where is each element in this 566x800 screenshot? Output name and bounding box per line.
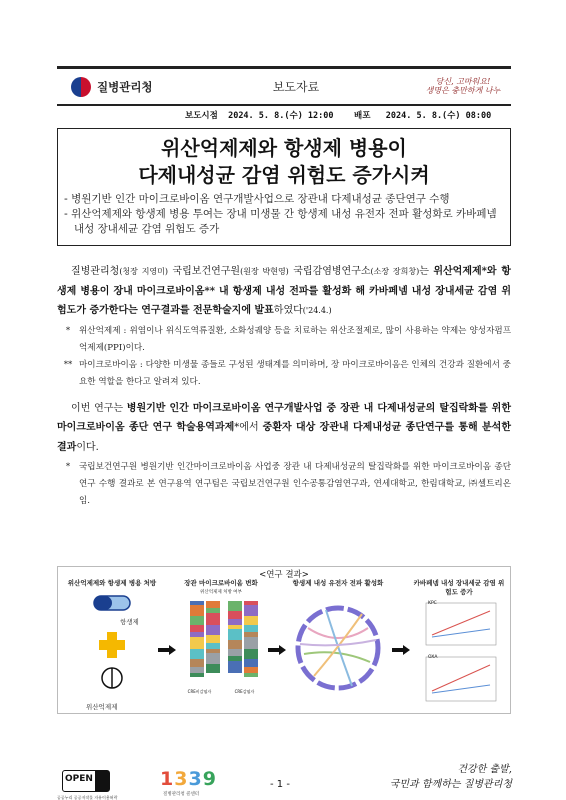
panel2-xlabels <box>176 689 266 695</box>
paragraph-1 <box>57 262 511 510</box>
microbiome-bar-segment <box>206 601 220 608</box>
microbiome-bar-segment <box>190 605 204 616</box>
sign-line2: 국민과 함께하는 질병관리청 <box>389 779 512 790</box>
microbiome-bar-segment <box>206 643 220 649</box>
oxa-label: OXA <box>428 655 438 660</box>
panel4-title: 카바페넴 내성 장내세균 감염 위험도 증가 <box>413 579 505 596</box>
sign-line1: 건강한 출발, <box>457 764 512 775</box>
kogl-type-icon <box>95 771 109 791</box>
agency-name: 질병관리청 <box>97 79 153 94</box>
p1-key-finding: 위산억제제*와 항생제 병용이 장내 마이크로바이옴** 내 항생제 내성 전파를 활성화 해 카바페넴 내성 장내세균 감염 위험도가 증가한다는 연구결과를 전문학술지에 발표 <box>57 266 511 316</box>
kogl-open-badge <box>62 770 110 792</box>
title-line2: 다제내성균 감염 위험도 증가시켜 <box>138 163 430 187</box>
oxa-trend-line <box>432 685 490 693</box>
capsule-half-icon <box>94 596 112 610</box>
page-number: - 1 - <box>270 779 290 790</box>
microbiome-bar-segment <box>190 616 204 625</box>
doc-type-label: 보도자료 <box>272 80 320 94</box>
microbiome-bar-segment <box>206 625 220 635</box>
microbiome-bar-segment <box>228 619 242 625</box>
footnote-3-text: 국립보건연구원 병원기반 인간마이크로바이옴 사업중 장관 내 다제내성균의 탈집락화를 위한 마이크로바이옴 종단 연구 수행 결과로 본 연구용역 연구팀은 국립보건연구원 인수공통감염연구과, 연세대학교, 한림대학교, ㈜셀트리온임. <box>79 462 511 506</box>
figure-panel-risk <box>412 579 506 713</box>
title-line1: 위산억제제와 항생제 병용이 <box>161 136 407 160</box>
chord-link-icon <box>308 628 368 638</box>
footnote-2-text: 마이크로바이옴 : 다양한 미생물 종들로 구성된 생태계를 의미하며, 장 마이크로바이옴은 인체의 건강과 질환에서 중요한 역할을 한다고 알려져 있다. <box>79 359 511 387</box>
microbiome-bar-segment <box>244 649 258 659</box>
p2-connector: *에서 <box>234 422 263 433</box>
footnote-1-mark: * <box>65 325 71 336</box>
chord-link-icon <box>300 640 376 645</box>
arrow-3-icon <box>392 645 410 655</box>
p1-date: ('24.4.) <box>302 306 332 315</box>
slogan-line2: 생명은 충만하게 나누 <box>425 85 501 95</box>
slogan-line1: 당신, 고마워요! <box>435 76 491 86</box>
microbiome-bar-segment <box>190 649 204 659</box>
footnote-3-mark: * <box>65 462 71 472</box>
hotline-sub: 질병관리청 콜센터 <box>163 792 200 797</box>
microbiome-bar-segment <box>228 611 242 619</box>
microbiome-bar-segment <box>228 625 242 629</box>
microbiome-bar-segment <box>244 667 258 673</box>
footnote-1 <box>57 323 511 357</box>
microbiome-bar-segment <box>244 605 258 616</box>
arrow-1-icon <box>158 645 176 655</box>
microbiome-bar-segment <box>244 601 258 605</box>
paragraph-2-text <box>57 399 511 458</box>
acid-suppressant-label: 위산억제제 <box>86 703 118 711</box>
microbiome-bar-segment <box>206 664 220 673</box>
title-box <box>57 128 511 246</box>
microbiome-bar-segment <box>206 635 220 643</box>
p1-verb: 하였다 <box>273 305 303 316</box>
microbiome-bar-segment <box>244 625 258 632</box>
drug-illustration <box>64 588 160 698</box>
chord-diagram <box>286 588 390 698</box>
title-bullet-1: - 병원기반 인간 마이크로바이옴 연구개발사업으로 장관내 다제내성균 종단연구 수행 <box>64 193 450 205</box>
paragraph-1-notes <box>57 323 511 391</box>
header-bar <box>57 66 511 106</box>
stacked-bar-illustration <box>176 597 266 685</box>
figure-panel-drugs <box>64 579 160 711</box>
antibiotic-label: 항생제 <box>120 618 139 626</box>
p1-agency: 질병관리청 <box>71 266 120 277</box>
microbiome-bar-segment <box>190 625 204 632</box>
risk-plots <box>412 597 506 709</box>
agency-emblem-icon <box>71 77 91 97</box>
microbiome-bar-segment <box>190 637 204 649</box>
p2-project: 병원기반 인간 마이크로바이옴 연구개발사업 중 장관 내 다제내성균의 탈집락화를 위한 마이크로바이옴 종단 연구 학술용역과제 <box>57 402 511 433</box>
footnote-2-mark: ** <box>63 359 73 370</box>
paragraph-2-notes <box>57 459 511 510</box>
microbiome-bar-segment <box>206 613 220 625</box>
oxa-trend-line <box>432 665 490 691</box>
figure-panel-gene-transfer <box>286 579 390 702</box>
p1-institute: 국립보건연구원 <box>168 266 241 277</box>
chord-link-icon <box>326 610 352 686</box>
p1-particle: 는 <box>419 266 434 277</box>
p1-head: (소장 장희창) <box>370 267 420 276</box>
signature-slogan <box>372 762 512 792</box>
microbiome-bar-segment <box>190 632 204 637</box>
footnote-2 <box>57 357 511 391</box>
p1-commissioner: (청장 지영미) <box>119 267 169 276</box>
microbiome-bar-segment <box>228 661 242 673</box>
panel3-title: 항생제 내성 유전자 전파 활성화 <box>292 579 384 587</box>
slogan <box>415 78 511 96</box>
panel2-legend: 위산억제제 처방 여부 <box>200 590 242 595</box>
kpc-trend-line <box>432 629 490 637</box>
page-title <box>58 129 510 189</box>
paragraph-1-text <box>57 262 511 321</box>
kpc-plot-frame <box>426 603 496 645</box>
agency-logo <box>57 77 217 97</box>
kogl-text: 공공누리 공공저작물 자유이용허락 <box>57 795 118 800</box>
microbiome-bar-segment <box>228 629 242 640</box>
panel2-title: 장관 마이크로바이옴 변화 <box>184 579 258 587</box>
release-info: 보도시점 2024. 5. 8.(수) 12:00 배포 2024. 5. 8.(수) 08:00 <box>185 111 492 121</box>
microbiome-bar-segment <box>190 659 204 667</box>
microbiome-bar-segment <box>190 667 204 673</box>
microbiome-bar-segment <box>228 601 242 611</box>
title-bullets <box>58 189 510 237</box>
p2-intro: 이번 연구는 <box>71 402 127 414</box>
p2-study: 중환자 대상 장관내 다제내성균 종단연구를 통해 분석한 결과 <box>57 422 511 453</box>
panel2-xlabel-2: CRE감염자 <box>234 689 255 694</box>
microbiome-bar-segment <box>190 673 204 677</box>
plus-horizontal-icon <box>99 640 125 650</box>
microbiome-bar-segment <box>244 659 258 667</box>
figure-caption: <연구 결과> <box>259 570 309 580</box>
microbiome-bar-segment <box>244 637 258 649</box>
microbiome-bar-segment <box>206 608 220 613</box>
microbiome-bar-segment <box>206 649 220 653</box>
chord-link-icon <box>304 652 370 662</box>
microbiome-bar-segment <box>244 673 258 677</box>
research-figure <box>57 566 511 714</box>
kpc-label: KPC <box>428 601 437 606</box>
microbiome-bar-segment <box>190 601 204 605</box>
figure-panel-microbiome <box>176 579 266 695</box>
arrow-2-icon <box>268 645 286 655</box>
oxa-plot-frame <box>426 657 496 701</box>
panel2-xlabel-1: CRE비감염자 <box>187 689 212 694</box>
microbiome-bar-segment <box>228 656 242 661</box>
open-label: OPEN <box>65 774 93 784</box>
footnote-1-text: 위산억제제 : 위염이나 위식도역류질환, 소화성궤양 등을 치료하는 위산조절제로, 많이 사용하는 약제는 양성자펌프억제제(PPI)이다. <box>79 325 511 353</box>
microbiome-bar-segment <box>244 632 258 637</box>
microbiome-bar-segment <box>206 653 220 664</box>
p1-director: (원장 박현영) <box>240 267 289 276</box>
microbiome-bar-segment <box>228 649 242 656</box>
p1-lab: 국립감염병연구소 <box>288 266 371 277</box>
kpc-trend-line <box>432 611 490 635</box>
title-bullet-2: - 위산억제제와 항생제 병용 투여는 장내 미생물 간 항생제 내성 유전자 전파 활성화로 카바페넴 내성 장내세균 감염 위험도 증가 <box>64 208 497 235</box>
panel1-title: 위산억제제와 항생제 병용 처방 <box>67 579 157 587</box>
hotline-number: 1339 <box>160 768 217 790</box>
microbiome-bar-segment <box>244 616 258 625</box>
footnote-3 <box>57 459 511 510</box>
microbiome-bar-segment <box>228 640 242 649</box>
p2-end: 이다. <box>76 441 99 453</box>
